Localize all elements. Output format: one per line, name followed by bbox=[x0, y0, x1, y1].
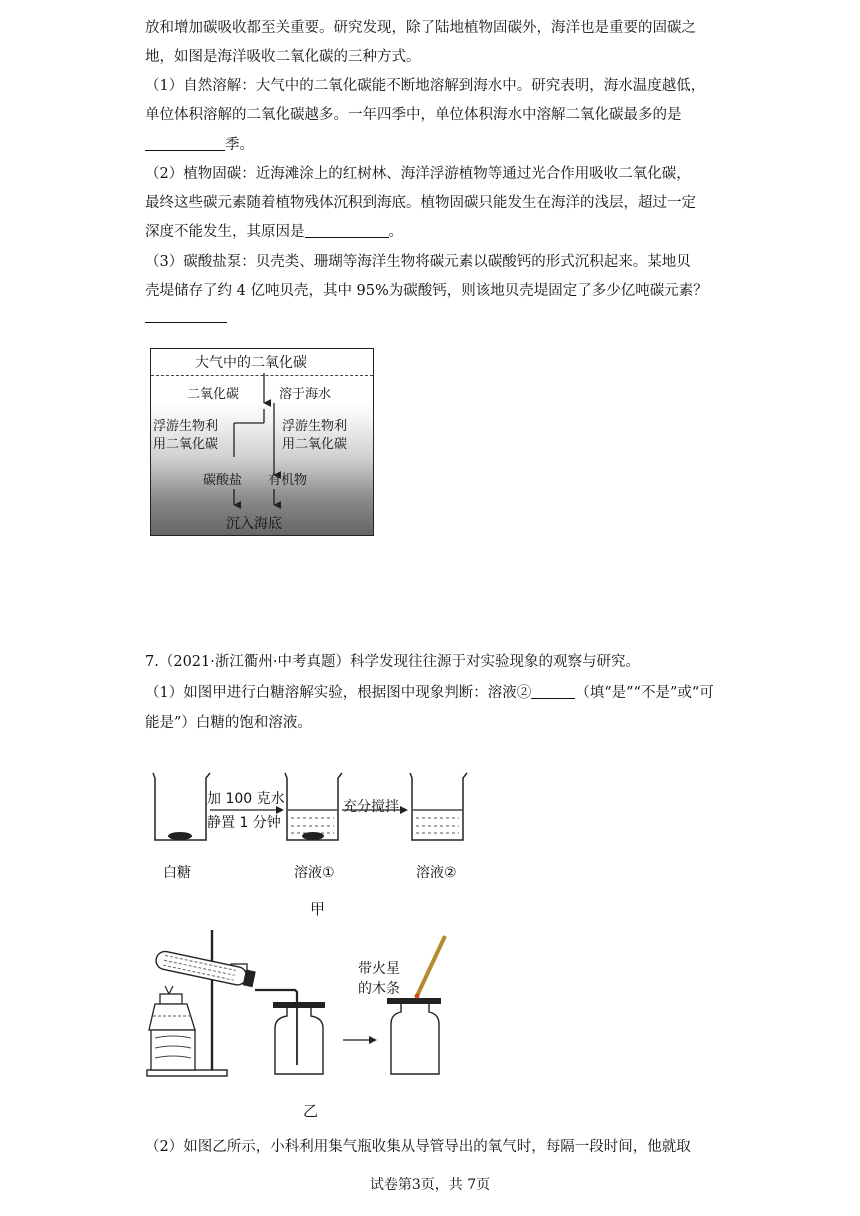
q6-part3-line-2: 壳堤储存了约 4 亿吨贝壳，其中 95%为碳酸钙，则该地贝壳堤固定了多少亿吨碳元素？ bbox=[145, 283, 708, 299]
carbonate-label: 碳酸盐 bbox=[203, 473, 243, 488]
step1-label-line-2: 静置 1 分钟 bbox=[207, 815, 281, 831]
beaker-label-solution-2: 溶液② bbox=[416, 865, 457, 881]
q6-part1-line-1: （1）自然溶解：大气中的二氧化碳能不断地溶解到海水中。研究表明，海水温度越低， bbox=[145, 78, 706, 94]
q7-part2-line-1: （2）如图乙所示，小科利用集气瓶收集从导管导出的氧气时，每隔一段时间，他就取 bbox=[145, 1139, 691, 1155]
plankton-left-label-1: 浮游生物利 bbox=[153, 419, 219, 434]
figure-yi-caption: 乙 bbox=[303, 1102, 319, 1120]
splint-label-line-1: 带火星 bbox=[358, 961, 400, 977]
answer-blank[interactable] bbox=[145, 136, 225, 151]
q6-part3-line-1: （3）碳酸盐泵：贝壳类、珊瑚等海洋生物将碳元素以碳酸钙的形式沉积起来。某地贝 bbox=[145, 254, 691, 270]
q7-part1-line-2: 能是”）白糖的饱和溶液。 bbox=[145, 715, 312, 731]
sink-label: 沉入海底 bbox=[226, 516, 282, 532]
step2-label: 充分搅拌 bbox=[343, 799, 399, 815]
question-source: （2021·浙江衢州·中考真题） bbox=[158, 654, 350, 670]
answer-blank[interactable] bbox=[305, 223, 389, 238]
q7-part1-prefix: （1）如图甲进行白糖溶解实验，根据图中现象判断：溶液② bbox=[145, 685, 532, 701]
q6-part1-line-3 bbox=[145, 133, 254, 154]
co2-label: 二氧化碳 bbox=[187, 387, 240, 402]
organic-matter-label: 有机物 bbox=[268, 473, 308, 488]
page-footer: 试卷第3页，共 7页 bbox=[369, 1177, 491, 1193]
dissolve-label: 溶于海水 bbox=[279, 387, 332, 402]
q6-part3-line-3 bbox=[145, 308, 227, 325]
splint-label-line-2: 的木条 bbox=[358, 981, 400, 997]
q6-part2-prefix: 深度不能发生，其原因是 bbox=[145, 224, 305, 240]
question-number: 7. bbox=[145, 654, 159, 670]
q6-part1-suffix: 季。 bbox=[225, 137, 254, 153]
q6-part2-line-1: （2）植物固碳：近海滩涂上的红树林、海洋浮游植物等通过光合作用吸收二氧化碳， bbox=[145, 166, 691, 182]
q6-part2-line-3 bbox=[145, 220, 403, 241]
intro-line-1: 放和增加碳吸收都至关重要。研究发现，除了陆地植物固碳外，海洋也是重要的固碳之 bbox=[145, 20, 696, 36]
intro-line-2: 地，如图是海洋吸收二氧化碳的三种方式。 bbox=[145, 49, 421, 65]
figure-yi-apparatus bbox=[145, 930, 465, 1080]
figure-jia-beakers bbox=[148, 770, 478, 850]
q6-part1-line-2: 单位体积溶解的二氧化碳越多。一年四季中，单位体积海水中溶解二氧化碳最多的是 bbox=[145, 107, 682, 123]
q7-part1-line-1 bbox=[145, 681, 714, 702]
plankton-right-label-1: 浮游生物利 bbox=[282, 419, 348, 434]
figure-jia-caption: 甲 bbox=[310, 900, 326, 918]
beaker-label-solution-1: 溶液① bbox=[294, 865, 335, 881]
question-stem: 科学发现往往源于对实验现象的观察与研究。 bbox=[349, 654, 640, 670]
q7-heading bbox=[145, 650, 640, 671]
plankton-left-label-2: 用二氧化碳 bbox=[153, 437, 219, 452]
step1-label-line-1: 加 100 克水 bbox=[207, 791, 285, 807]
answer-blank[interactable] bbox=[145, 308, 227, 323]
q6-part2-suffix: 。 bbox=[388, 224, 403, 240]
ocean-carbon-diagram bbox=[150, 348, 374, 536]
q6-part2-line-2: 最终这些碳元素随着植物残体沉积到海底。植物固碳只能发生在海洋的浅层，超过一定 bbox=[145, 195, 696, 211]
atmosphere-co2-label: 大气中的二氧化碳 bbox=[195, 355, 307, 371]
q7-part1-suffix: （填“是”“不是”或“可 bbox=[575, 685, 714, 701]
plankton-right-label-2: 用二氧化碳 bbox=[282, 437, 348, 452]
answer-blank[interactable] bbox=[531, 684, 575, 699]
beaker-label-sugar: 白糖 bbox=[163, 865, 191, 881]
